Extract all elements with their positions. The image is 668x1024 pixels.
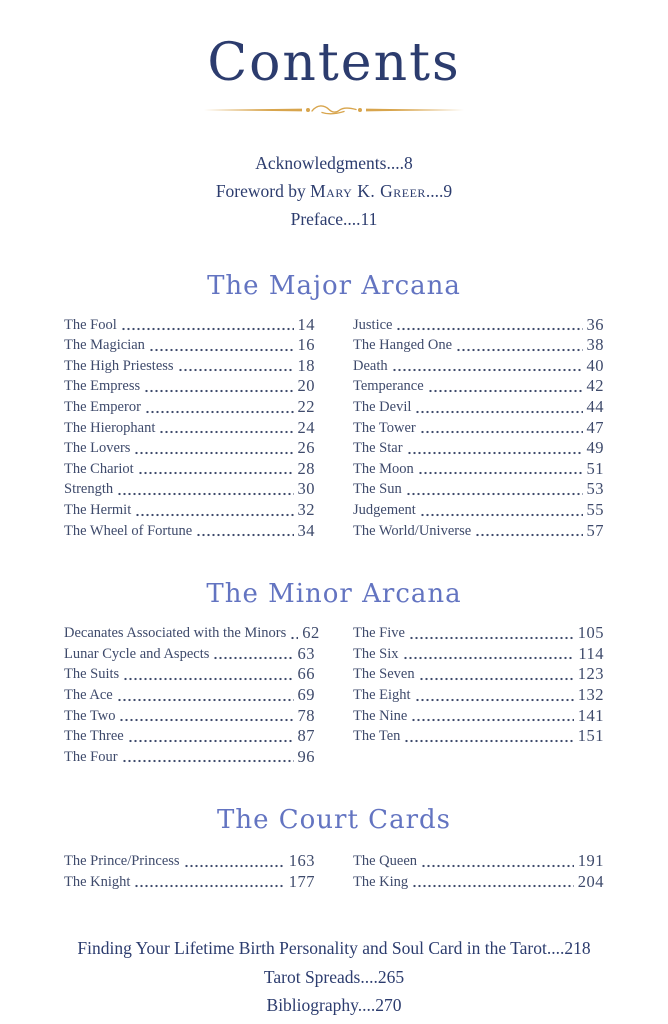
dot-leader	[134, 438, 293, 459]
entry-title: The Ten	[353, 728, 401, 745]
dot-leader	[122, 747, 294, 768]
entry-title: The Knight	[64, 873, 131, 890]
toc-entry	[353, 685, 604, 706]
entry-page: 123	[577, 664, 604, 684]
entry-page: 18	[297, 355, 315, 375]
court-cards-heading: The Court Cards	[217, 805, 451, 836]
entry-page: 14	[297, 314, 315, 334]
front-matter-preface: Preface....11	[290, 208, 378, 229]
entry-title: The Hermit	[64, 501, 132, 518]
entry-title: The Hanged One	[353, 337, 453, 354]
toc-entry	[64, 418, 315, 439]
entry-page: 49	[586, 438, 604, 458]
toc-entry	[353, 521, 604, 542]
entry-page: 114	[578, 643, 604, 663]
dot-leader	[184, 851, 285, 872]
entry-title: The Lovers	[64, 440, 131, 457]
entry-page: 177	[288, 871, 315, 891]
toc-entry	[64, 623, 320, 644]
entry-page: 87	[297, 726, 315, 746]
dot-leader	[456, 335, 582, 356]
entry-title: The Hierophant	[64, 419, 156, 436]
minor-arcana-left-column	[64, 623, 320, 767]
toc-entry	[64, 397, 315, 418]
toc-entry	[353, 726, 604, 747]
entry-page: 16	[297, 335, 315, 355]
gold-flourish-divider	[204, 101, 464, 119]
dot-leader	[428, 376, 583, 397]
entry-page: 163	[288, 851, 315, 871]
front-matter-acknowledgments: Acknowledgments....8	[255, 152, 413, 173]
back-matter-birth-card-line: Finding Your Lifetime Birth Personality and Soul Card in the Tarot....218	[77, 938, 591, 959]
entry-page: 42	[586, 376, 604, 396]
toc-entry	[353, 397, 604, 418]
major-arcana-right-column	[353, 315, 604, 542]
dot-leader	[409, 623, 574, 644]
toc-entry	[64, 521, 315, 542]
entry-title: The Moon	[353, 460, 414, 477]
dot-leader	[145, 397, 294, 418]
entry-title: The Fool	[64, 316, 117, 333]
toc-entry	[353, 851, 604, 872]
entry-page: 47	[586, 417, 604, 437]
entry-page: 22	[297, 396, 315, 416]
toc-entry	[64, 747, 315, 768]
entry-page: 28	[297, 458, 315, 478]
entry-page: 62	[302, 623, 320, 643]
toc-entry	[353, 315, 604, 336]
section-minor-arcana	[64, 579, 604, 767]
toc-entry	[353, 479, 604, 500]
page-title: Contents	[207, 33, 461, 93]
entry-title: The Wheel of Fortune	[64, 522, 193, 539]
toc-entry	[64, 685, 315, 706]
toc-entry	[64, 706, 315, 727]
section-major-arcana	[64, 271, 604, 542]
entry-title: The Queen	[353, 853, 418, 870]
toc-entry	[353, 500, 604, 521]
dot-leader	[404, 726, 573, 747]
entry-page: 51	[586, 458, 604, 478]
toc-entry	[353, 706, 604, 727]
entry-page: 69	[297, 684, 315, 704]
dot-leader	[117, 479, 293, 500]
entry-page: 96	[297, 746, 315, 766]
entry-page: 191	[577, 851, 604, 871]
toc-entry	[353, 376, 604, 397]
toc-entry	[353, 459, 604, 480]
minor-arcana-columns	[64, 623, 604, 767]
entry-page: 66	[297, 664, 315, 684]
dot-leader	[406, 479, 583, 500]
entry-title: The Suits	[64, 666, 120, 683]
entry-page: 32	[297, 499, 315, 519]
entry-page: 38	[586, 335, 604, 355]
minor-arcana-right-column	[353, 623, 604, 767]
dot-leader	[196, 521, 293, 542]
entry-title: Judgement	[353, 501, 416, 518]
court-cards-right-column	[353, 851, 604, 892]
entry-title: The Emperor	[64, 398, 141, 415]
court-cards-left-column	[64, 851, 315, 892]
entry-page: 53	[586, 479, 604, 499]
toc-entry	[64, 500, 315, 521]
toc-entry	[64, 872, 315, 893]
toc-entry	[64, 851, 315, 872]
toc-entry	[64, 356, 315, 377]
entry-title: The World/Universe	[353, 522, 472, 539]
dot-leader	[119, 706, 293, 727]
dot-leader	[412, 872, 574, 893]
toc-entry	[353, 644, 604, 665]
dot-leader	[138, 459, 294, 480]
entry-title: The Six	[353, 645, 399, 662]
dot-leader	[213, 644, 293, 665]
entry-title: The Prince/Princess	[64, 853, 180, 870]
entry-title: The Four	[64, 748, 118, 765]
entry-title: The Two	[64, 707, 116, 724]
dot-leader	[411, 706, 573, 727]
toc-entry	[64, 726, 315, 747]
dot-leader	[421, 851, 574, 872]
entry-title: Death	[353, 357, 388, 374]
entry-title: Temperance	[353, 378, 424, 395]
entry-page: 24	[297, 417, 315, 437]
toc-entry	[64, 335, 315, 356]
entry-title: Lunar Cycle and Aspects	[64, 645, 210, 662]
entry-page: 141	[577, 705, 604, 725]
toc-entry	[64, 459, 315, 480]
dot-leader	[419, 664, 574, 685]
toc-entry	[353, 438, 604, 459]
front-matter-foreword	[64, 177, 604, 205]
toc-entry	[353, 872, 604, 893]
entry-title: The Star	[353, 440, 403, 457]
dot-leader	[415, 397, 582, 418]
entry-title: The King	[353, 873, 409, 890]
dot-leader	[121, 315, 294, 336]
entry-title: The Empress	[64, 378, 141, 395]
dot-leader	[396, 315, 582, 336]
dot-leader	[117, 685, 294, 706]
entry-title: The Devil	[353, 398, 412, 415]
toc-entry	[64, 644, 315, 665]
entry-title: Justice	[353, 316, 393, 333]
entry-page: 30	[297, 479, 315, 499]
entry-title: The Seven	[353, 666, 415, 683]
toc-entry	[64, 438, 315, 459]
entry-title: The Eight	[353, 686, 411, 703]
entry-title: Decanates Associated with the Minors	[64, 625, 287, 642]
entry-page: 63	[297, 643, 315, 663]
entry-page: 40	[586, 355, 604, 375]
front-matter	[64, 149, 604, 233]
back-matter	[64, 934, 604, 1020]
entry-title: The Chariot	[64, 460, 134, 477]
toc-entry	[353, 335, 604, 356]
toc-entry	[353, 356, 604, 377]
dot-leader	[418, 459, 583, 480]
dot-leader	[290, 623, 298, 644]
entry-page: 55	[586, 499, 604, 519]
toc-entry	[64, 479, 315, 500]
toc-entry	[64, 315, 315, 336]
entry-title: The High Priestess	[64, 357, 174, 374]
entry-page: 105	[577, 623, 604, 643]
entry-page: 204	[577, 871, 604, 891]
entry-title: The Sun	[353, 481, 402, 498]
court-cards-columns	[64, 851, 604, 892]
major-arcana-left-column	[64, 315, 315, 542]
entry-title: Strength	[64, 481, 114, 498]
entry-title: The Ace	[64, 686, 113, 703]
dot-leader	[415, 685, 574, 706]
back-matter-tarot-spreads-line: Tarot Spreads....265	[263, 966, 405, 987]
toc-entry	[64, 664, 315, 685]
entry-page: 26	[297, 438, 315, 458]
dot-leader	[134, 872, 284, 893]
toc-entry	[353, 623, 604, 644]
dot-leader	[403, 644, 575, 665]
dot-leader	[407, 438, 583, 459]
foreword-author-name: Mary K. Greer	[310, 180, 426, 201]
entry-page: 151	[577, 726, 604, 746]
dot-leader	[135, 500, 293, 521]
minor-arcana-heading: The Minor Arcana	[206, 579, 462, 610]
entry-page: 57	[586, 520, 604, 540]
entry-title: The Magician	[64, 337, 145, 354]
toc-entry	[353, 418, 604, 439]
dot-leader	[123, 664, 293, 685]
back-matter-bibliography-line: Bibliography....270	[266, 995, 402, 1016]
dot-leader	[420, 418, 583, 439]
entry-page: 34	[297, 520, 315, 540]
entry-title: The Nine	[353, 707, 408, 724]
foreword-page: ....9	[425, 180, 453, 201]
section-court-cards	[64, 805, 604, 892]
major-arcana-heading: The Major Arcana	[207, 270, 461, 301]
dot-leader	[392, 356, 583, 377]
entry-page: 132	[577, 684, 604, 704]
entry-page: 78	[297, 705, 315, 725]
dot-leader	[128, 726, 294, 747]
entry-title: The Tower	[353, 419, 416, 436]
toc-entry	[64, 376, 315, 397]
entry-title: The Five	[353, 625, 405, 642]
foreword-prefix: Foreword by	[215, 180, 311, 201]
dot-leader	[149, 335, 294, 356]
toc-entry	[353, 664, 604, 685]
entry-page: 20	[297, 376, 315, 396]
dot-leader	[420, 500, 583, 521]
dot-leader	[159, 418, 293, 439]
entry-page: 44	[586, 396, 604, 416]
entry-page: 36	[586, 314, 604, 334]
entry-title: The Three	[64, 728, 124, 745]
dot-leader	[178, 356, 294, 377]
dot-leader	[475, 521, 582, 542]
dot-leader	[144, 376, 293, 397]
major-arcana-columns	[64, 315, 604, 542]
